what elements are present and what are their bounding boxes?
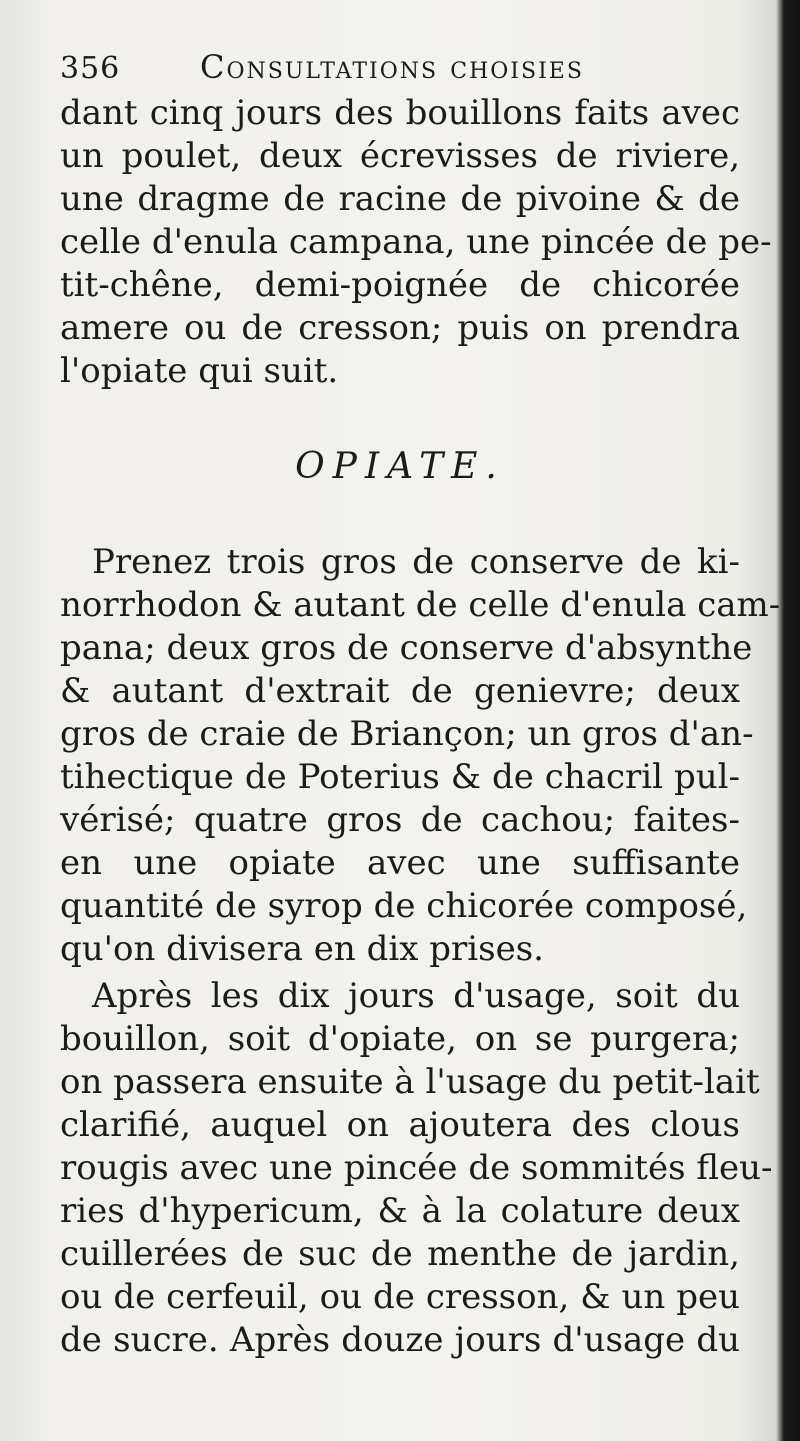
text-line: en une opiate avec une suffisante	[60, 843, 740, 883]
running-head: Consultations choisies	[200, 48, 584, 86]
text-line: dant cinq jours des bouillons faits avec	[60, 93, 740, 133]
text-block	[60, 48, 781, 1362]
text-line: tit-chêne, demi-poignée de chicorée	[60, 265, 740, 305]
text-line: & autant d'extrait de genievre; deux	[60, 671, 740, 711]
text-line: norrhodon & autant de celle d'enula cam-	[60, 585, 781, 625]
text-line: rougis avec une pincée de sommités fleu-	[60, 1148, 773, 1188]
text-line: vérisé; quatre gros de cachou; faites-	[60, 800, 740, 840]
text-line: l'opiate qui suit.	[60, 351, 339, 391]
page-header	[60, 48, 740, 92]
paragraph-3	[60, 975, 773, 1362]
text-line: Prenez trois gros de conserve de ki-	[92, 542, 740, 582]
text-line: clarifié, auquel on ajoutera des clous	[60, 1105, 740, 1145]
text-line: cuillerées de suc de menthe de jardin,	[60, 1234, 740, 1274]
text-line: de sucre. Après douze jours d'usage du	[60, 1320, 740, 1360]
text-line: ries d'hypericum, & à la colature deux	[60, 1191, 740, 1231]
text-line: pana; deux gros de conserve d'absynthe	[60, 628, 753, 668]
text-line: un poulet, deux écrevisses de riviere,	[60, 136, 740, 176]
text-line: quantité de syrop de chicorée composé,	[60, 886, 748, 926]
text-line: tihectique de Poterius & de chacril pul-	[60, 757, 740, 797]
text-line: celle d'enula campana, une pincée de pe-	[60, 222, 772, 262]
paragraph-2	[60, 541, 781, 971]
text-line: on passera ensuite à l'usage du petit-lait	[60, 1062, 760, 1102]
page-number: 356	[60, 51, 121, 86]
section-heading: OPIATE.	[295, 446, 505, 487]
text-line: bouillon, soit d'opiate, on se purgera;	[60, 1019, 740, 1059]
text-line: ou de cerfeuil, ou de cresson, & un peu	[60, 1277, 740, 1317]
text-line: qu'on divisera en dix prises.	[60, 929, 544, 969]
text-line: gros de craie de Briançon; un gros d'an-	[60, 714, 754, 754]
text-line: Après les dix jours d'usage, soit du	[92, 976, 740, 1016]
text-line: amere ou de cresson; puis on prendra	[60, 308, 740, 348]
text-line: une dragme de racine de pivoine & de	[60, 179, 740, 219]
paragraph-1	[60, 92, 772, 393]
